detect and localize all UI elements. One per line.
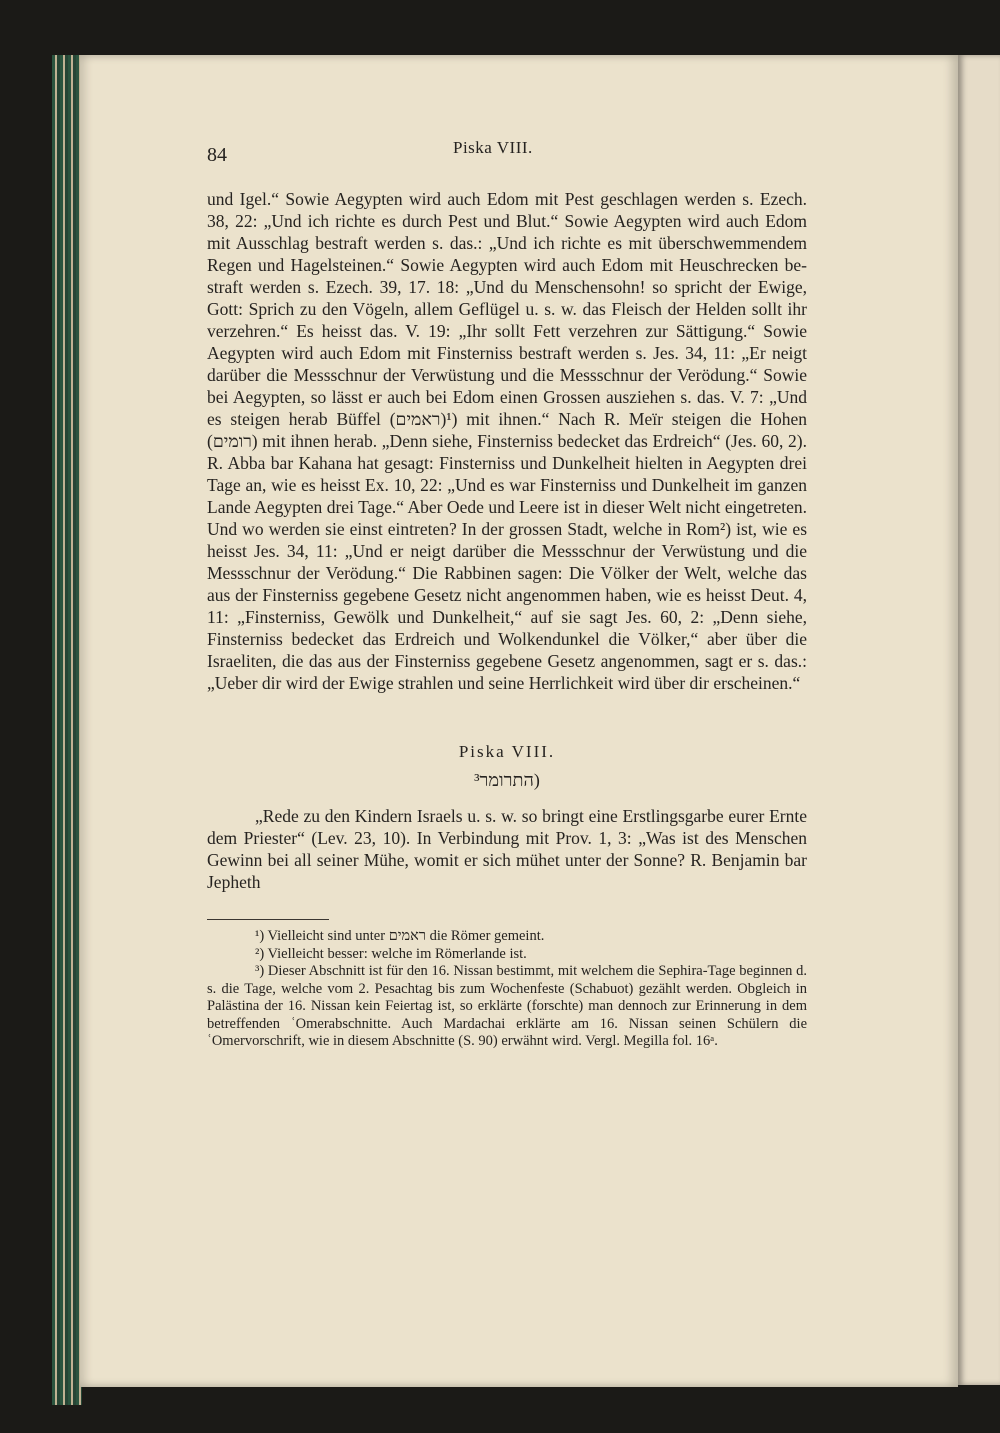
body-paragraph-2: „Rede zu den Kindern Israels u. s. w. so bringt eine Erstlingsgarbe eurer Ernte dem Priester“ (Lev. 23, 10). In Verbindung mit Prov. 1, 3: „Was ist des Menschen Gewinn bei all seiner Mühe, womit er sich mühet unter der Sonne? R. Benjamin bar Jepheth: [207, 806, 807, 892]
footnote-1: ¹) Vielleicht sind unter ראמים die Römer gemeint.: [255, 928, 545, 944]
section-title: Piska VIII.: [458, 742, 556, 761]
page-content: [207, 138, 807, 1051]
footnote-divider: [207, 919, 329, 920]
running-title: Piska VIII.: [453, 138, 533, 157]
book-page-edges: [52, 55, 82, 1405]
body-paragraph-1: und Igel.“ Sowie Aegypten wird auch Edom mit Pest geschlagen werden s. Ezech. 38, 22: „Und ich richte es durch Pest und Blut.“ Sowie Aegypten wird auch Edom mit Ausschlag bestraft werden s. das.: „Und ich richte es mit überschwemmendem Regen und Hagelsteinen.“ Sowie Aegypten wird auch Edom mit Heuschrecken bestraft werden s. Ezech. 39, 17. 18: „Und du Menschensohn! so spricht der Ewige, Gott: Sprich zu den Vögeln, allem Geflügel u. s. w. das Fleisch der Helden sollt ihr verzehren.“ Es heisst das. V. 19: „Ihr sollt Fett verzehren zur Sättigung.“ Sowie Aegypten wird auch Edom mit Finsterniss bestraft werden s. Jes. 34, 11: „Er neigt darüber die Messschnur der Verwüstung und die Messschnur der Verödung.“ Sowie bei Aegypten, so lässt er auch bei Edom einen Grossen ausziehen s. das. V. 7: „Und es steigen herab Büffel (ראמים)¹) mit ihnen.“ Nach R. Meïr steigen die Hohen (רומים) mit ihnen herab. „Denn siehe, Finsterniss bedecket das Erdreich“ (Jes. 60, 2). R. Abba bar Kahana hat gesagt: Finsterniss und Dunkelheit hielten in Aegypten drei Tage an, wie es heisst Ex. 10, 22: „Und es war Finsterniss und Dunkelheit im ganzen Lande Aegypten drei Tage.“ Aber Oede und Leere ist in dieser Welt nicht eingetreten. Und wo werden sie einst eintreten? In der grossen Stadt, welche in Rom²) ist, wie es heisst Jes. 34, 11: „Und er neigt darüber die Messschnur der Verwüstung und die Messschnur der Verödung.“ Die Rabbinen sagen: Die Völker der Welt, welche das aus der Finsterniss gegebene Gesetz nicht angenommen haben, wie es heisst Deut. 4, 11: „Finsterniss, Gewölk und Dunkelheit,“ auf sie sagt Jes. 60, 2: „Denn siehe, Finsterniss bedecket das Erdreich und Wolkendunkel die Völker,“ aber über die Israeliten, die das aus der Finsterniss gegebene Gesetz angenommen, sagt er s. das.: „Ueber dir wird der Ewige strahlen und seine Herrlichkeit wird über dir erscheinen.“: [207, 189, 808, 693]
footnote-2: ²) Vielleicht besser: welche im Römerlande ist.: [255, 945, 527, 962]
running-head: [207, 138, 807, 174]
facing-page-edge: [958, 55, 1000, 1385]
page-number: 84: [207, 144, 227, 166]
section-subtitle-hebrew: התרומר³): [474, 770, 540, 790]
footnote-3: ³) Dieser Abschnitt ist für den 16. Nissan bestimmt, mit welchem die Sephira-Tage beginnen d. s. die Tage, welche vom 2. Pesachtag bis zum Wochenfeste (Schabuot) gezählt werden. Obgleich in Palästina der 16. Nissan kein Feiertag ist, so erklärte (forschte) man dennoch zur Erinnerung in dem betreffenden ʿOmerabschnitte. Auch Mardachai erklärte am 16. Nissan seinen Schülern die ʿOmervorschrift, wie in diesem Abschnitte (S. 90) erwähnt wird. Vergl. Megilla fol. 16ᵃ.: [207, 963, 807, 1049]
footnotes: [207, 928, 807, 1051]
